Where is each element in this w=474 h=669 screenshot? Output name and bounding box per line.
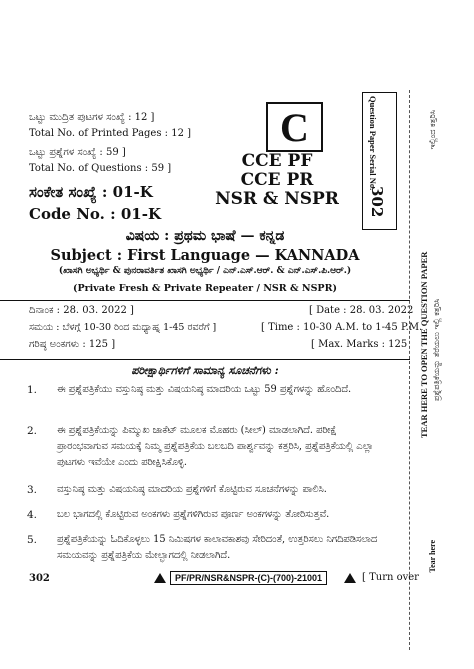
- page-number: 302: [29, 573, 50, 584]
- instruction-3-text: ವಸ್ತುನಿಷ್ಠ ಮತ್ತು ವಿಷಯನಿಷ್ಠ ಮಾದರಿಯ ಪ್ರಶ್ನೆಗಳಿಗೆ ಕೊಟ್ಟಿರುವ ಸೂಚನೆಗಳನ್ನು ಪಾಲಿಸಿ.: [57, 484, 327, 495]
- tear-here-bottom: Tear here: [428, 540, 437, 573]
- set-line-2: CCE PR: [240, 170, 314, 190]
- time-kn: ಸಮಯ : ಬೆಳಗ್ಗೆ 10-30 ರಿಂದ ಮಧ್ಯಾಹ್ನ 1-45 ರವರೆಗೆ ]: [29, 322, 217, 333]
- questions-kn: ಒಟ್ಟು ಪ್ರಶ್ನೆಗಳ ಸಂಖ್ಯೆ : 59 ]: [29, 147, 126, 158]
- date-kn: ದಿನಾಂಕ : 28. 03. 2022 ]: [29, 305, 134, 316]
- tear-line: [409, 90, 410, 650]
- instruction-5-text: ಪ್ರಶ್ನೆಪತ್ರಿಕೆಯನ್ನು ಓದಿಕೊಳ್ಳಲು 15 ನಿಮಿಷಗಳ ಕಾಲಾವಕಾಶವು ಸೇರಿದಂತೆ, ಉತ್ತರಿಸಲು ನಿಗದಿಪಡಿಸಲಾದ ಸಮಯವನ್ನು ಪ್ರಶ್ನೆಪತ್ರಿಕೆಯ ಮೇಲ್ಭಾಗದಲ್ಲಿ ನೀಡಲಾಗಿದೆ.: [57, 534, 378, 561]
- paper-code: PF/PR/NSR&NSPR-(C)-(700)-21001: [170, 571, 327, 585]
- code-no-kn: ಸಂಕೇತ ಸಂಖ್ಯೆ : 01-K: [29, 183, 153, 201]
- subject-kn: ವಿಷಯ : ಪ್ರಥಮ ಭಾಷೆ — ಕನ್ನಡ: [125, 228, 285, 244]
- instruction-1-num: 1.: [27, 384, 38, 396]
- turn-over: [ Turn over: [362, 572, 419, 583]
- subject-en: Subject : First Language — KANNADA: [50, 247, 360, 264]
- tear-instruction-en: TEAR HERE TO OPEN THE QUESTION PAPER: [419, 251, 429, 439]
- cut-here-top: ಇಲ್ಲಿಂದ ಕತ್ತರಿಸಿ: [428, 110, 437, 150]
- serial-label: Question Paper Serial No.: [368, 96, 378, 191]
- marks-en: [ Max. Marks : 125: [311, 339, 408, 350]
- instructions-heading: ಪರೀಕ್ಷಾರ್ಥಿಗಳಿಗೆ ಸಾಮಾನ್ಯ ಸೂಚನೆಗಳು :: [131, 364, 279, 377]
- printed-pages-en: Total No. of Printed Pages : 12 ]: [29, 128, 192, 139]
- instruction-1-text: ಈ ಪ್ರಶ್ನೆಪತ್ರಿಕೆಯು ವಸ್ತುನಿಷ್ಠ ಮತ್ತು ವಿಷಯನಿಷ್ಠ ಮಾದರಿಯ ಒಟ್ಟು 59 ಪ್ರಶ್ನೆಗಳನ್ನು ಹೊಂದಿದೆ.: [57, 384, 352, 395]
- set-line-3: NSR & NSPR: [215, 189, 339, 209]
- triangle-left-icon: [154, 573, 166, 583]
- time-en: [ Time : 10-30 A.M. to 1-45 P.M.: [261, 322, 423, 333]
- code-no-en: Code No. : 01-K: [29, 205, 161, 223]
- triangle-right-icon: [344, 573, 356, 583]
- instruction-4-num: 4.: [27, 509, 38, 521]
- date-en: [ Date : 28. 03. 2022: [309, 305, 414, 316]
- divider-bottom: [0, 359, 410, 360]
- divider-top: [0, 300, 410, 301]
- instruction-3-num: 3.: [27, 484, 38, 496]
- subject-en-sub: (Private Fresh & Private Repeater / NSR & NSPR): [73, 283, 337, 294]
- instruction-5-num: 5.: [27, 534, 38, 546]
- set-line-1: CCE PF: [241, 151, 313, 171]
- tear-instruction-kn: ಪ್ರಶ್ನೆಪತ್ರಿಕೆಯನ್ನು ತೆರೆಯಲು ಇಲ್ಲಿ ಕತ್ತರಿಸಿ: [432, 298, 441, 402]
- subject-kn-sub: (ಖಾಸಗಿ ಅಭ್ಯರ್ಥಿ & ಪುನರಾವರ್ತಿತ ಖಾಸಗಿ ಅಭ್ಯರ್ಥಿ / ಎನ್.ಎಸ್.ಆರ್. & ಎನ್.ಎಸ್.ಪಿ.ಆರ್.): [58, 266, 352, 276]
- instruction-2-num: 2.: [27, 425, 38, 437]
- serial-number: 302: [368, 186, 386, 218]
- printed-pages-kn: ಒಟ್ಟು ಮುದ್ರಿತ ಪುಟಗಳ ಸಂಖ್ಯೆ : 12 ]: [29, 112, 155, 123]
- marks-kn: ಗರಿಷ್ಠ ಅಂಕಗಳು : 125 ]: [29, 339, 116, 350]
- questions-en: Total No. of Questions : 59 ]: [29, 163, 172, 174]
- instruction-4-text: ಬಲ ಭಾಗದಲ್ಲಿ ಕೊಟ್ಟಿರುವ ಅಂಕಗಳು ಪ್ರಶ್ನೆಗಳಿಗಿರುವ ಪೂರ್ಣ ಅಂಕಗಳನ್ನು ತೋರಿಸುತ್ತವೆ.: [57, 509, 330, 520]
- version-box: C: [266, 102, 323, 152]
- instruction-2-text: ಈ ಪ್ರಶ್ನೆಪತ್ರಿಕೆಯನ್ನು ಪಿಮ್ಮುಖ ಜಾಕೆಟ್ ಮೂಲಕ ಮೊಹರು (ಸೀಲ್) ಮಾಡಲಾಗಿದೆ. ಪರೀಕ್ಷೆ ಪ್ರಾರಂಭವಾಗುವ ಸಮಯಕ್ಕೆ ನಿಮ್ಮ ಪ್ರಶ್ನೆಪತ್ರಿಕೆಯ ಬಲಬದಿ ಪಾರ್ಶ್ವವನ್ನು ಕತ್ತರಿಸಿ, ಪ್ರಶ್ನೆಪತ್ರಿಕೆಯಲ್ಲಿ ಎಲ್ಲಾ ಪುಟಗಳು ಇವೆಯೇ ಎಂದು ಪರೀಕ್ಷಿಸಿಕೊಳ್ಳಿ.: [57, 425, 374, 468]
- exam-sets: [197, 152, 357, 209]
